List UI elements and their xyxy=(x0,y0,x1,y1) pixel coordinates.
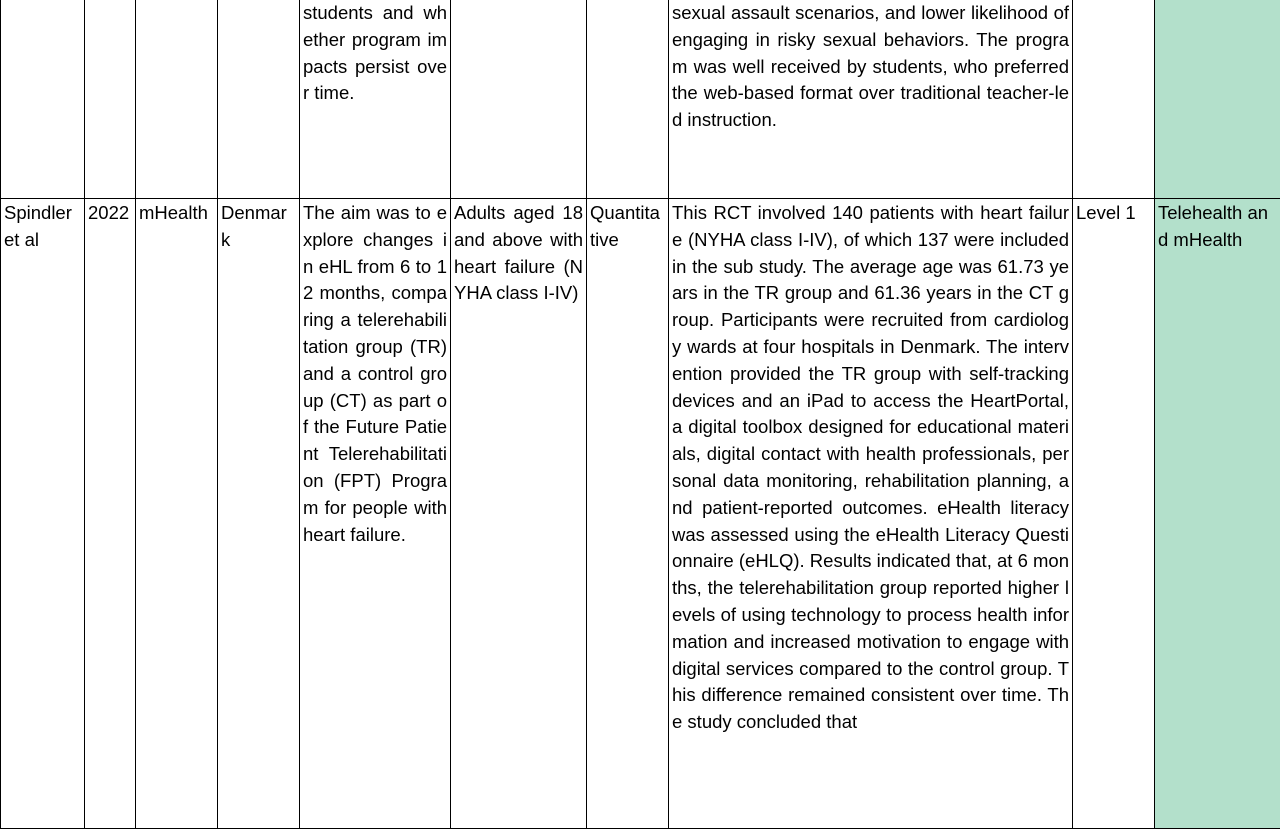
population-cell xyxy=(451,0,587,199)
technology-cell: mHealth xyxy=(136,199,218,829)
author-cell: Spindler et al xyxy=(1,199,85,829)
design-cell: Quantitative xyxy=(587,199,669,829)
technology-cell xyxy=(136,0,218,199)
aim-cell: students and whether program impacts persist over time. xyxy=(300,0,451,199)
design-cell xyxy=(587,0,669,199)
year-cell: 2022 xyxy=(85,199,136,829)
category-cell: Telehealth and mHealth xyxy=(1155,199,1280,829)
level-cell: Level 1 xyxy=(1073,199,1155,829)
year-cell xyxy=(85,0,136,199)
author-cell xyxy=(1,0,85,199)
population-cell: Adults aged 18 and above with heart failure (NYHA class I-IV) xyxy=(451,199,587,829)
table-row-spindler xyxy=(1,199,1280,829)
level-cell xyxy=(1073,0,1155,199)
category-cell xyxy=(1155,0,1280,199)
findings-cell: sexual assault scenarios, and lower likelihood of engaging in risky sexual behaviors. The program was well received by students, who preferred the web-based format over traditional teacher-led instruction. xyxy=(669,0,1073,199)
country-cell: Denmark xyxy=(218,199,300,829)
findings-cell: This RCT involved 140 patients with heart failure (NYHA class I-IV), of which 137 were included in the sub study. The average age was 61.73 years in the TR group and 61.36 years in the CT group. Participants were recruited from cardiology wards at four hospitals in Denmark. The intervention provided the TR group with self-tracking devices and an iPad to access the HeartPortal, a digital toolbox designed for educational materials, digital contact with health professionals, personal data monitoring, rehabilitation planning, and patient-reported outcomes. eHealth literacy was assessed using the eHealth Literacy Questionnaire (eHLQ). Results indicated that, at 6 months, the telerehabilitation group reported higher levels of using technology to process health information and increased motivation to engage with digital services compared to the control group. This difference remained consistent over time. The study concluded that xyxy=(669,199,1073,829)
country-cell xyxy=(218,0,300,199)
table-row-previous-study xyxy=(1,0,1280,199)
aim-cell: The aim was to explore changes in eHL from 6 to 12 months, comparing a telerehabilitation group (TR) and a control group (CT) as part of the Future Patient Telerehabilitation (FPT) Program for people with heart failure. xyxy=(300,199,451,829)
